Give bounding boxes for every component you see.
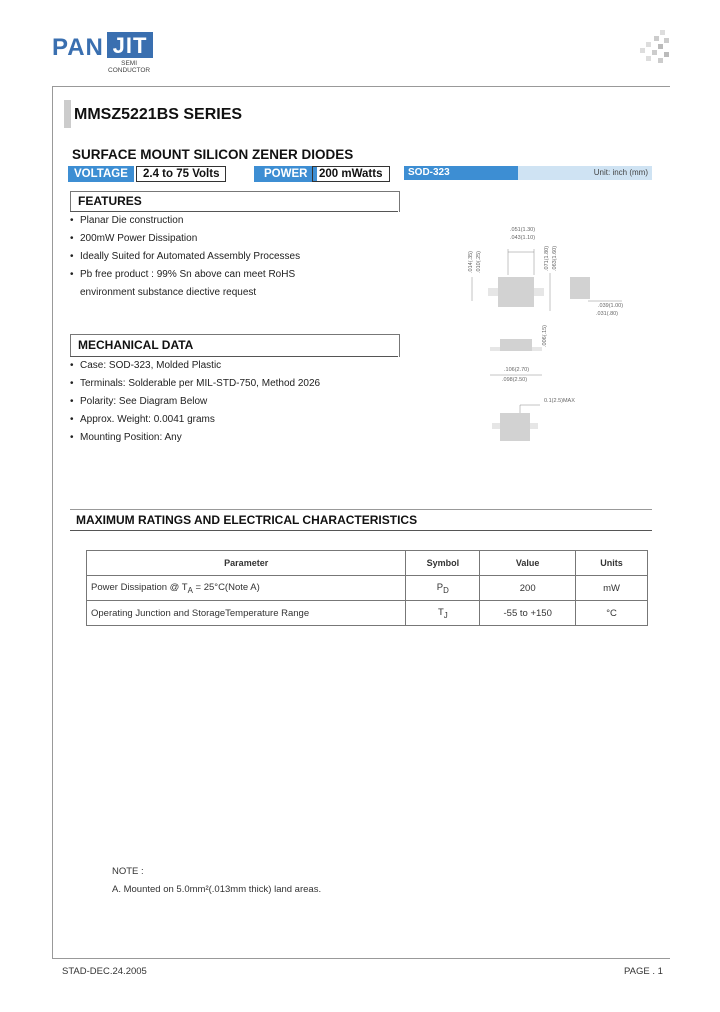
param-text: Operating Junction and StorageTemperature Range [91, 607, 310, 619]
package-outline-drawing [460, 215, 640, 445]
dim-d1: .051(1.30) [510, 227, 536, 233]
dim-d2: .043(1.10) [510, 235, 536, 241]
voltage-label: VOLTAGE [68, 166, 134, 182]
ratings-rule [70, 530, 652, 531]
symbol-subscript: D [443, 585, 449, 595]
footer-page: PAGE . 1 [624, 966, 663, 977]
cell-symbol [406, 576, 480, 601]
top-view-body [498, 277, 534, 307]
table-row [87, 576, 648, 601]
feature-item: • Ideally Suited for Automated Assembly Processes [70, 248, 300, 266]
cell-symbol [406, 601, 480, 626]
unit-note: Unit: inch (mm) [518, 166, 652, 180]
column-header-symbol: Symbol [406, 551, 480, 576]
dim-d6: .063(1.60) [552, 245, 558, 271]
note-label: NOTE : [112, 866, 144, 877]
ratings-heading: MAXIMUM RATINGS AND ELECTRICAL CHARACTERISTICS [76, 513, 418, 527]
ratings-table [86, 550, 648, 626]
logo-pan: PAN [52, 34, 104, 61]
power-label: POWER [254, 166, 317, 182]
cell-unit: °C [576, 601, 648, 626]
feature-item-continuation: environment substance diective request [80, 287, 257, 298]
dim-d12: 0.1(2.5)MAX [544, 398, 575, 404]
frame-top-line [52, 86, 670, 87]
cell-parameter [87, 576, 406, 601]
dim-d10: .098(2.50) [502, 377, 528, 383]
mechanical-item: • Approx. Weight: 0.0041 grams [70, 411, 320, 429]
feature-item: • Pb free product : 99% Sn above can meet RoHS [70, 266, 300, 284]
frame-left-line [52, 86, 53, 958]
param-text-end: = 25°C(Note A) [192, 581, 260, 593]
side-view-lead-left [490, 347, 500, 351]
top-view-lead-right [534, 288, 544, 296]
param-subscript: A [187, 585, 193, 595]
logo-jit: JIT [107, 32, 153, 58]
mechanical-item: • Terminals: Solderable per MIL-STD-750, Method 2026 [70, 375, 320, 393]
dim-d3: .014(.35) [468, 250, 474, 273]
voltage-value: 2.4 to 75 Volts [136, 166, 226, 182]
side-view-body [500, 339, 532, 351]
features-heading: FEATURES [78, 194, 142, 208]
features-list [70, 212, 300, 302]
dim-d9: .106(2.70) [504, 367, 530, 373]
mechanical-item: • Case: SOD-323, Molded Plastic [70, 357, 320, 375]
column-header-units: Units [576, 551, 648, 576]
end-view-lead-right [530, 423, 538, 429]
symbol-text: T [437, 606, 444, 618]
feature-item: • Planar Die construction [70, 212, 300, 230]
page-subtitle: SURFACE MOUNT SILICON ZENER DIODES [72, 147, 354, 162]
top-view-lead-left [488, 288, 498, 296]
cell-unit: mW [576, 576, 648, 601]
land-pad [570, 277, 590, 299]
dim-d11: .006(.15) [542, 324, 548, 347]
package-label: SOD-323 [404, 166, 518, 180]
cell-value: 200 [480, 576, 576, 601]
column-header-parameter: Parameter [87, 551, 406, 576]
side-view-lead-right [532, 347, 542, 351]
logo-semiconductor [108, 60, 150, 74]
dim-d8: .031(.80) [596, 311, 619, 317]
table-row [87, 601, 648, 626]
column-header-value: Value [480, 551, 576, 576]
ratings-top-rule [70, 509, 652, 510]
end-view-body [500, 413, 530, 441]
power-value: 200 mWatts [312, 166, 390, 182]
page-title: MMSZ5221BS SERIES [74, 106, 243, 123]
symbol-text: P [436, 581, 444, 593]
mechanical-heading: MECHANICAL DATA [78, 338, 194, 352]
feature-item: • 200mW Power Dissipation [70, 230, 300, 248]
dim-d5: .071(1.80) [544, 245, 550, 271]
note-text: A. Mounted on 5.0mm²(.013mm thick) land areas. [112, 884, 322, 895]
end-view-lead-left [492, 423, 500, 429]
logo-conductor-text: CONDUCTOR [108, 67, 151, 74]
cell-value: -55 to +150 [480, 601, 576, 626]
dim-d4: .010(.25) [476, 250, 482, 273]
cell-parameter [87, 601, 406, 626]
table-header-row [87, 551, 648, 576]
mechanical-list [70, 357, 320, 447]
mechanical-item: • Polarity: See Diagram Below [70, 393, 320, 411]
symbol-subscript: J [443, 610, 448, 620]
logo-semi-text: SEMI [121, 60, 138, 67]
mechanical-item: • Mounting Position: Any [70, 429, 320, 447]
corner-dots-icon [636, 30, 670, 64]
footer-rule [52, 958, 670, 959]
footer-date: STAD-DEC.24.2005 [62, 966, 147, 977]
param-text: Power Dissipation @ T [91, 581, 188, 593]
title-tab [64, 100, 71, 128]
dim-d7: .039(1.00) [598, 303, 624, 309]
